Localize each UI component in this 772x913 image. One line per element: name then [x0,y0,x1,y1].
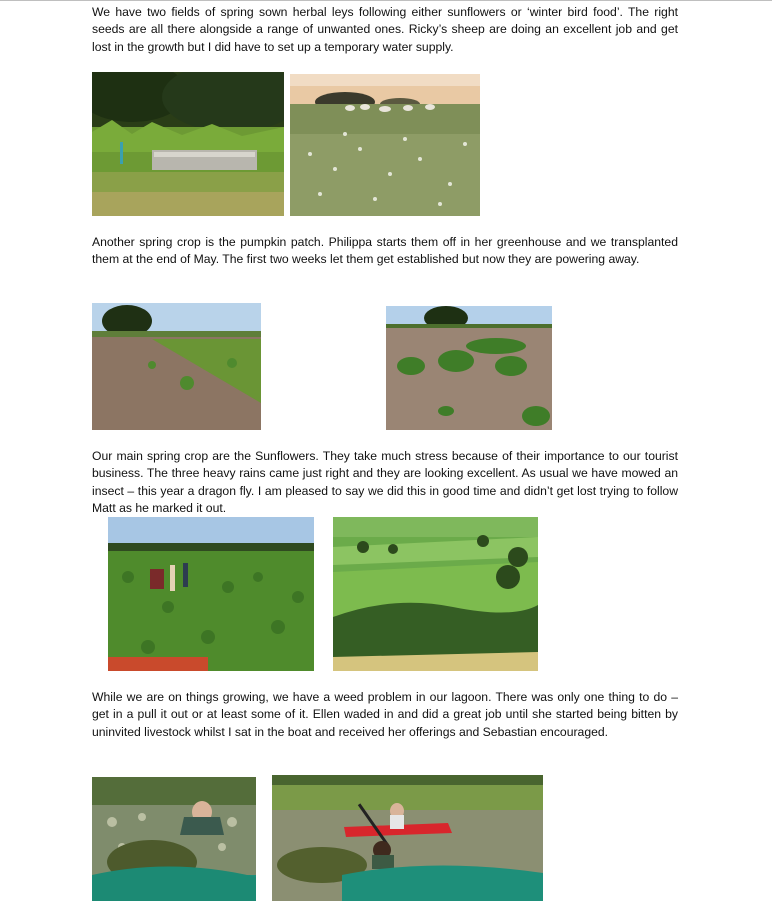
page-top-border [0,0,772,1]
photo-boat-in-lagoon [272,775,543,901]
photo-sunflower-field-marking [108,517,314,671]
photo-dragonfly-aerial-view [333,517,538,671]
paragraph-pumpkin-patch: Another spring crop is the pumpkin patch. Philippa starts them off in her greenhouse and we transplanted them at the end of May. The first two weeks let them get established but now they are powering away. [92,235,678,267]
photo-sheep-in-herbal-ley [290,74,480,216]
paragraph-lagoon-weeds: While we are on things growing, we have a weed problem in our lagoon. There was only one thing to do – get in a pull it out or at least some of it. Ellen waded in and did a great job until she started being bitten by uninvited livestock whilst I sat in the boat and received her offerings and Sebastian encouraged. [92,690,678,739]
photo-pumpkin-patch-rows [92,303,261,430]
paragraph-herbal-leys: We have two fields of spring sown herbal leys following either sunflowers or ‘winter bird food’. The right seeds are all there alongside a range of unwanted ones. Ricky’s sheep are doing an excellent job and get lost in the growth but I did have to set up a temporary water supply. [92,5,678,54]
paragraph-sunflowers: Our main spring crop are the Sunflowers. They take much stress because of their importance to our tourist business. The three heavy rains came just right and they are looking excellent. As usual we have mowed an insect – this year a dragon fly. I am pleased to say we did this in good time and didn’t get lost trying to follow Matt as he marked it out. [92,449,678,516]
photo-ellen-in-lagoon [92,777,256,901]
photo-pumpkin-plants-close [386,306,552,430]
photo-water-trough [92,72,284,216]
